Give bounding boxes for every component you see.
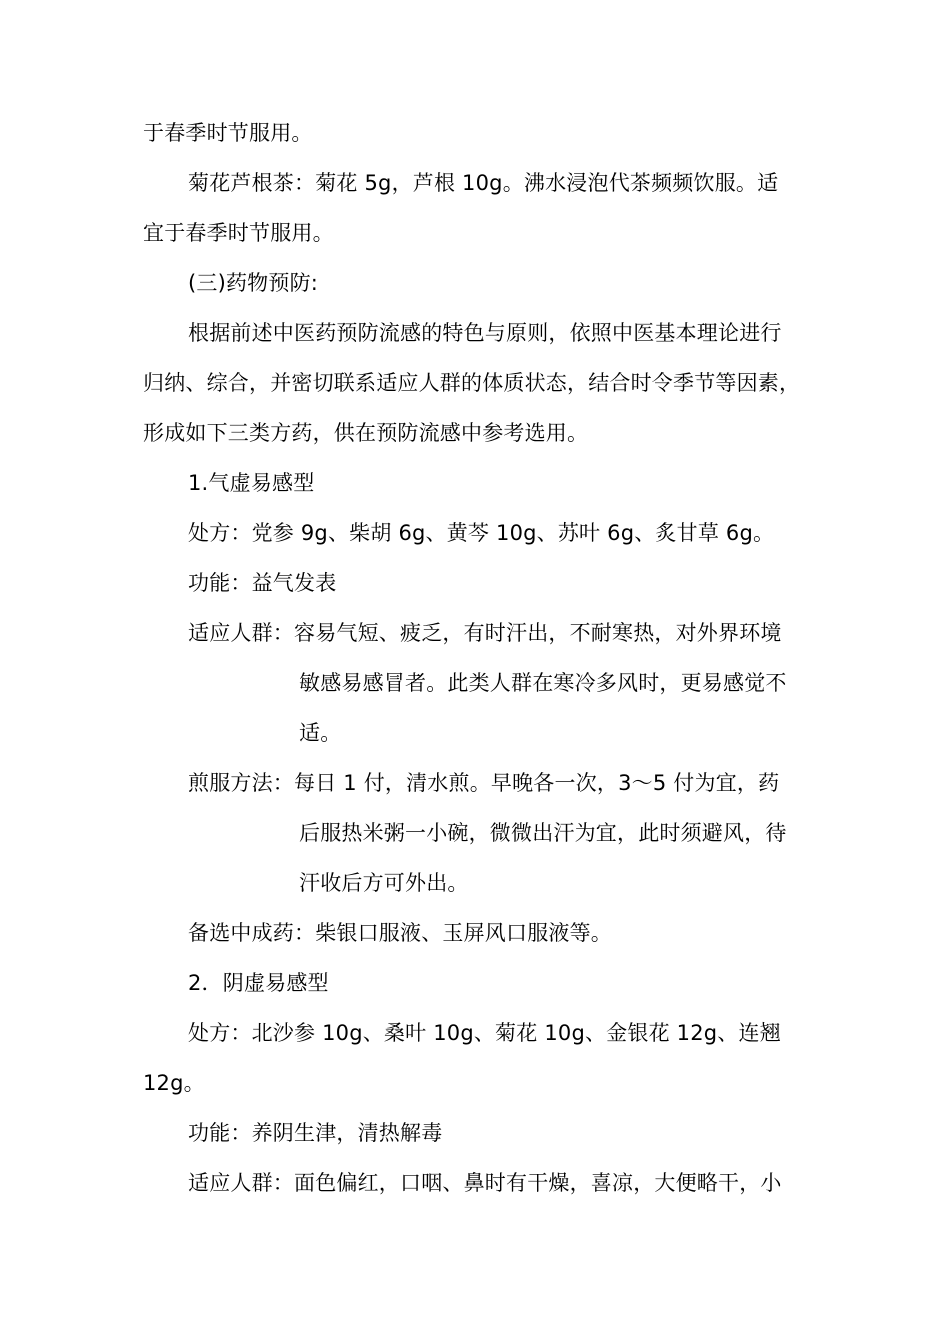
text-line: 形成如下三类方药，供在预防流感中参考选用。 <box>143 421 589 445</box>
subsection-heading: 2．阴虚易感型 <box>188 971 329 995</box>
text-line: 菊花芦根茶：菊花 5g，芦根 10g。沸水浸泡代茶频频饮服。适 <box>188 171 779 195</box>
text-line: 后服热米粥一小碗，微微出汗为宜，此时须避风，待 <box>299 821 787 845</box>
section-heading: (三)药物预防: <box>188 271 319 295</box>
text-line: 处方：党参 9g、柴胡 6g、黄芩 10g、苏叶 6g、炙甘草 6g。 <box>188 521 775 545</box>
text-line: 适应人群：容易气短、疲乏，有时汗出，不耐寒热，对外界环境 <box>188 621 782 645</box>
text-line: 适。 <box>299 721 342 745</box>
text-line: 功能：养阴生津，清热解毒 <box>188 1121 443 1145</box>
text-line: 归纳、综合，并密切联系适应人群的体质状态，结合时令季节等因素， <box>143 371 801 395</box>
text-line: 备选中成药：柴银口服液、玉屏风口服液等。 <box>188 921 612 945</box>
text-line: 适应人群：面色偏红，口咽、鼻时有干燥，喜凉，大便略干，小 <box>188 1171 782 1195</box>
text-line: 宜于春季时节服用。 <box>143 221 334 245</box>
text-line: 敏感易感冒者。此类人群在寒冷多风时，更易感觉不 <box>299 671 787 695</box>
text-line: 汗收后方可外出。 <box>299 871 469 895</box>
subsection-heading: 1.气虚易感型 <box>188 471 315 495</box>
text-line: 功能：益气发表 <box>188 571 337 595</box>
text-line: 煎服方法：每日 1 付，清水煎。早晚各一次，3～5 付为宜，药 <box>188 771 780 795</box>
text-line: 处方：北沙参 10g、桑叶 10g、菊花 10g、金银花 12g、连翘 <box>188 1021 781 1045</box>
text-line: 12g。 <box>143 1071 205 1095</box>
text-line: 根据前述中医药预防流感的特色与原则，依照中医基本理论进行 <box>188 321 782 345</box>
text-line: 于春季时节服用。 <box>143 121 313 145</box>
